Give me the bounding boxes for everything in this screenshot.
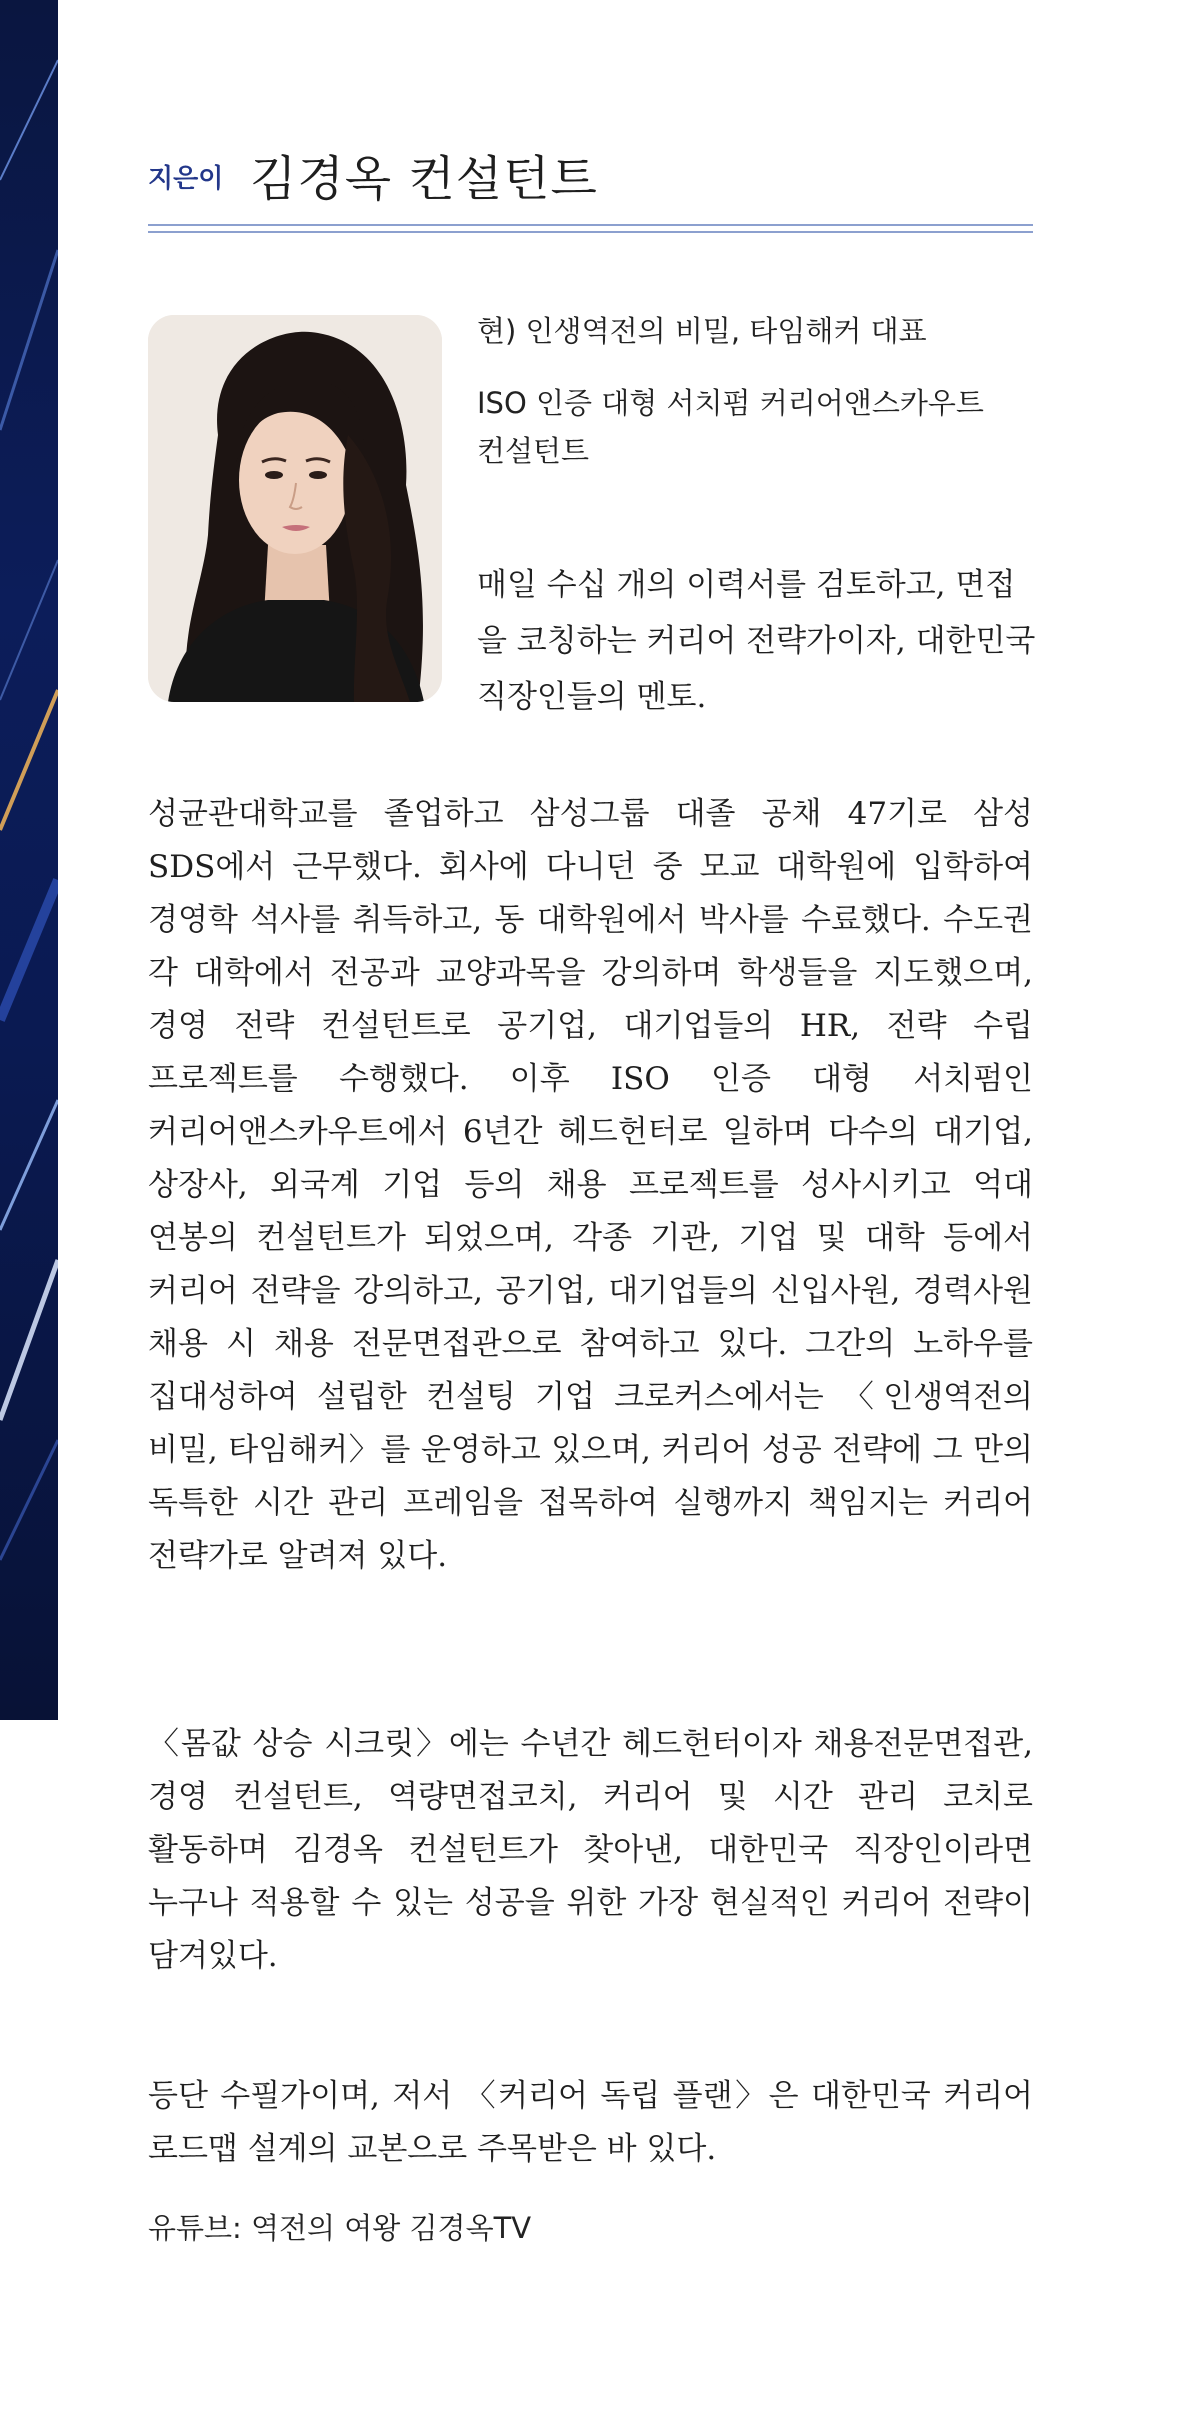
previous-position-role: 컨설턴트	[477, 434, 590, 468]
light-streaks-graphic	[0, 0, 58, 1720]
current-position: 현) 인생역전의 비밀, 타임해커 대표	[477, 314, 927, 348]
book-description-paragraph: 〈몸값 상승 시크릿〉에는 수년간 헤드헌터이자 채용전문면접관, 경영 컨설턴트, 역량면접코치, 커리어 및 시간 관리 코치로 활동하며 김경옥 컨설턴트가 찾아낸, 대한민국 직장인이라면 누구나 적용할 수 있는 성공을 위한 가장 현실적인 커리어 전략이 담겨있다.	[148, 1726, 1033, 1974]
biography-paragraph: 성균관대학교를 졸업하고 삼성그룹 대졸 공채 47기로 삼성 SDS에서 근무했다. 회사에 다니던 중 모교 대학원에 입학하여 경영학 석사를 취득하고, 동 대학원에서 박사를 수료했다. 수도권 각 대학에서 전공과 교양과목을 강의하며 학생들을 지도했으며, 경영 전략 컨설턴트로 공기업, 대기업들의 HR, 전략 수립 프로젝트를 수행했다. 이후 ISO 인증 대형 서치펌인 커리어앤스카우트에서 6년간 헤드헌터로 일하며 다수의 대기업, 상장사, 외국계 기업 등의 채용 프로젝트를 성사시키고 억대 연봉의 컨설턴트가 되었으며, 각종 기관, 기업 및 대학 등에서 커리어 전략을 강의하고, 공기업, 대기업들의 신입사원, 경력사원 채용 시 채용 전문면접관으로 참여하고 있다. 그간의 노하우를 집대성하여 설립한 컨설팅 기업 크로커스에서는 〈인생역전의 비밀, 타임해커〉를 운영하고 있으며, 커리어 성공 전략에 그 만의 독특한 시간 관리 프레임을 접목하여 실행까지 책임지는 커리어 전략가로 알려져 있다.	[148, 796, 1033, 1574]
header-divider-bottom	[148, 231, 1033, 233]
publications-paragraph: 등단 수필가이며, 저서 〈커리어 독립 플랜〉은 대한민국 커리어 로드맵 설계의 교본으로 주목받은 바 있다.	[148, 2078, 1033, 2167]
author-name: 김경옥 컨설턴트	[250, 151, 598, 207]
header-divider-top	[148, 224, 1033, 226]
author-portrait	[148, 315, 442, 702]
previous-position: ISO 인증 대형 서치펌 커리어앤스카우트	[477, 386, 984, 420]
author-header	[148, 140, 1033, 207]
profile-intro: 매일 수십 개의 이력서를 검토하고, 면접을 코칭하는 커리어 전략가이자, 대한민국 직장인들의 멘토.	[477, 567, 1036, 715]
youtube-channel: 유튜브: 역전의 여왕 김경옥TV	[148, 2211, 532, 2245]
decorative-side-strip	[0, 0, 58, 1720]
portrait-illustration	[148, 315, 442, 702]
author-label: 지은이	[148, 164, 224, 194]
